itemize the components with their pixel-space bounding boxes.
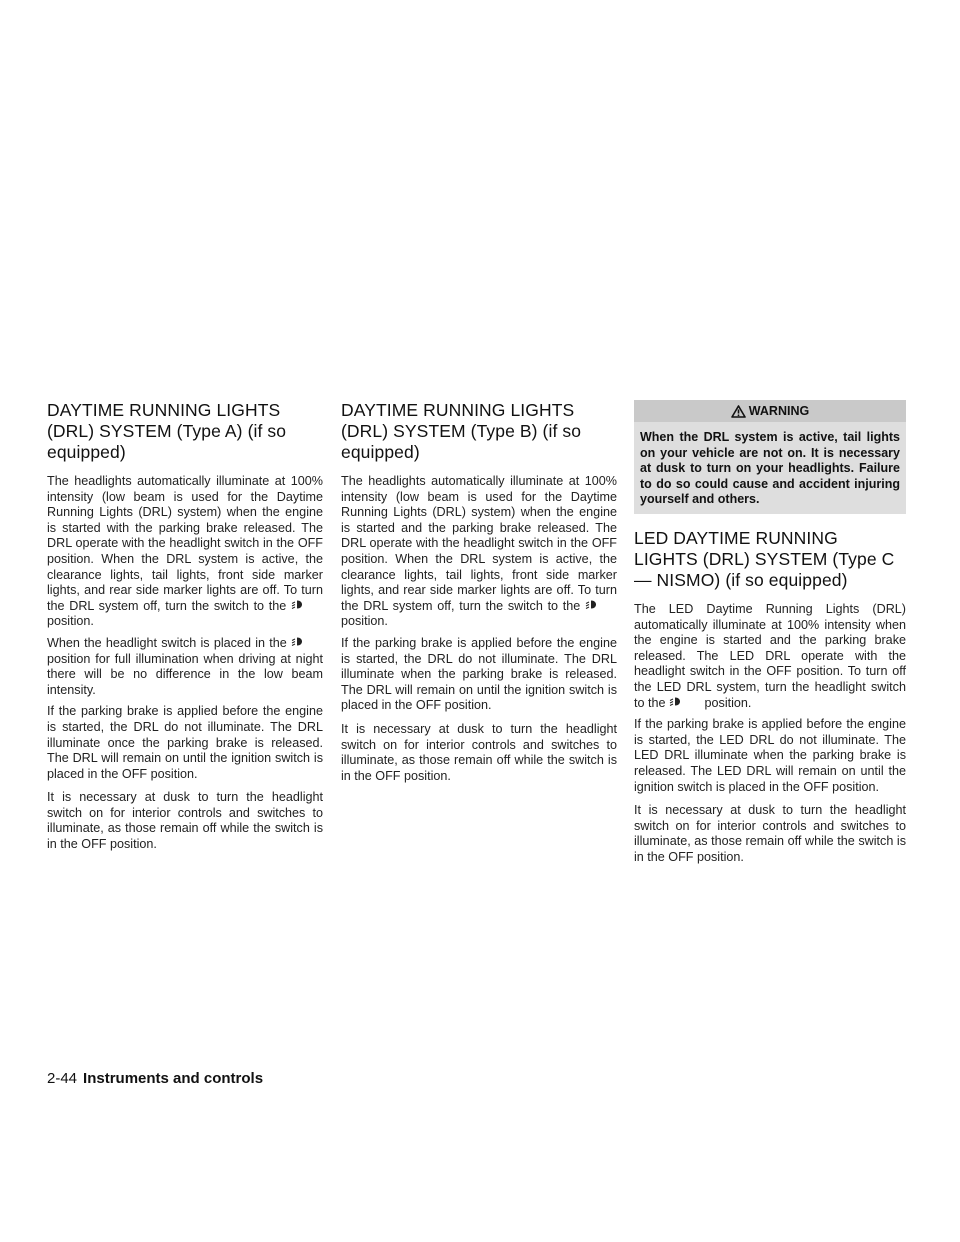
headlight-icon (585, 599, 617, 610)
warning-triangle-icon (731, 405, 746, 418)
warning-header (634, 400, 906, 422)
paragraph-text: position. (47, 614, 94, 629)
warning-text: When the DRL system is active, tail lights on your vehicle are not on. It is necessary at dusk to turn on your headlights. Failure to do so could cause and accident injuring yourself and others. (640, 430, 900, 507)
column-warning-and-led-drl (634, 400, 906, 871)
paragraph-text: position. (704, 695, 752, 710)
paragraph-text: The headlights automatically illuminate at 100% intensity (low beam is used for the Daytime Running Lights (DRL) system) when the engine is started and the parking brake released. The DRL operate with the headlight switch in the OFF position. When the DRL system is active, the clearance lights, tail lights, front side marker lights, and rear side marker lights are off. To turn the DRL system off, turn the switch to the (341, 474, 617, 613)
column-drl-type-b (341, 400, 617, 790)
paragraph-text: position. (341, 614, 388, 629)
paragraph: If the parking brake is applied before the engine is started, the LED DRL do not illuminate. The LED DRL illuminate when the parking brake is released. The LED DRL will remain on until the ignition switch is placed in the OFF position. (634, 717, 906, 794)
page-footer (47, 1070, 263, 1087)
paragraph-text: The headlights automatically illuminate at 100% intensity (low beam is used for the Daytime Running Lights (DRL) system) when the engine is started with the parking brake released. The DRL operate with the headlight switch in the OFF position. When the DRL system is active, the clearance lights, tail lights, front side marker lights, and rear side marker lights are off. To turn the DRL system off, turn the switch to the (47, 474, 323, 613)
warning-box (634, 400, 906, 514)
paragraph-text: position for full illumination when driving at night there will be no difference in the low beam intensity. (47, 651, 323, 697)
paragraph (634, 602, 906, 711)
paragraph-text: When the headlight switch is placed in the (47, 635, 287, 650)
headlight-icon (291, 599, 323, 610)
page-number: 2-44 (47, 1070, 78, 1087)
heading-drl-type-b: DAYTIME RUNNING LIGHTS (DRL) SYSTEM (Type B) (if so equipped) (341, 400, 582, 462)
warning-title: WARNING (748, 404, 810, 418)
column-drl-type-a (47, 400, 323, 859)
paragraph: If the parking brake is applied before the engine is started, the DRL do not illuminate. The DRL illuminate when the parking brake is released. The DRL will remain on until the ignition switch is placed in the OFF position. (341, 635, 617, 713)
paragraph: If the parking brake is applied before the engine is started, the DRL do not illuminate. The DRL illuminate once the parking brake is released. The DRL will remain on until the ignition switch is placed in the OFF position. (47, 704, 323, 781)
paragraph: It is necessary at dusk to turn the headlight switch on for interior controls and switches to illuminate, as those remain off while the switch is in the OFF position. (634, 803, 906, 864)
paragraph: It is necessary at dusk to turn the headlight switch on for interior controls and switches to illuminate, as those remain off while the switch is in the OFF position. (47, 790, 323, 852)
heading-drl-type-a: DAYTIME RUNNING LIGHTS (DRL) SYSTEM (Type A) (if so equipped) (47, 400, 287, 462)
heading-led-drl-type-c: LED DAYTIME RUNNING LIGHTS (DRL) SYSTEM (Type C — NISMO) (if so equipped) (634, 527, 895, 590)
headlight-icon (669, 696, 701, 707)
headlight-icon (291, 636, 323, 647)
paragraph: It is necessary at dusk to turn the headlight switch on for interior controls and switches to illuminate, as those remain off while the switch is in the OFF position. (341, 721, 617, 783)
section-title: Instruments and controls (83, 1070, 264, 1087)
paragraph-text: The LED Daytime Running Lights (DRL) automatically illuminate at 100% intensity when the engine is started and the parking brake released. The LED DRL operate with the headlight switch in the OFF position. To turn off the LED DRL system, turn the headlight switch to the (634, 601, 906, 710)
paragraph (47, 636, 323, 698)
paragraph (47, 474, 323, 630)
paragraph (341, 474, 617, 630)
